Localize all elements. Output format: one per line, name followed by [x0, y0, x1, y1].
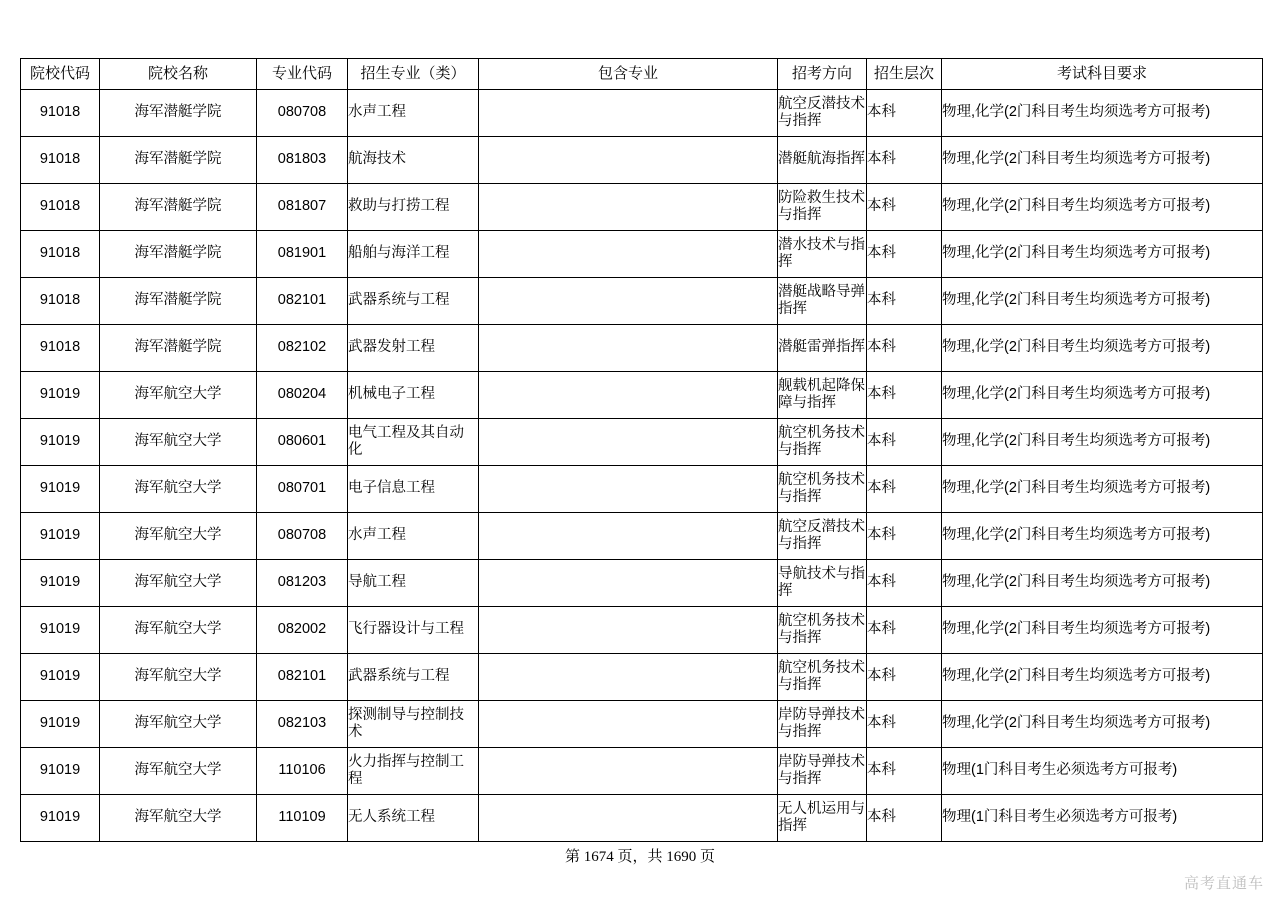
cell-level: 本科 [867, 795, 942, 842]
cell-school-name: 海军潜艇学院 [100, 325, 257, 372]
cell-school-code: 91018 [21, 278, 100, 325]
cell-level: 本科 [867, 560, 942, 607]
cell-school-name: 海军潜艇学院 [100, 137, 257, 184]
cell-major-code: 080701 [257, 466, 348, 513]
table-row [21, 372, 1263, 419]
cell-school-name: 海军航空大学 [100, 795, 257, 842]
cell-major-code: 080601 [257, 419, 348, 466]
cell-school-name: 海军航空大学 [100, 701, 257, 748]
cell-exam-requirements: 物理,化学(2门科目考生均须选考方可报考) [942, 466, 1263, 513]
cell-direction: 舰载机起降保障与指挥 [778, 372, 867, 419]
cell-included-majors [479, 560, 778, 607]
cell-direction: 无人机运用与指挥 [778, 795, 867, 842]
cell-major: 电子信息工程 [348, 466, 479, 513]
cell-school-code: 91019 [21, 372, 100, 419]
cell-school-code: 91019 [21, 795, 100, 842]
cell-level: 本科 [867, 748, 942, 795]
cell-school-name: 海军航空大学 [100, 419, 257, 466]
cell-direction: 潜艇战略导弹指挥 [778, 278, 867, 325]
cell-school-code: 91018 [21, 325, 100, 372]
cell-direction: 航空机务技术与指挥 [778, 654, 867, 701]
cell-included-majors [479, 795, 778, 842]
cell-major: 武器系统与工程 [348, 654, 479, 701]
cell-school-code: 91019 [21, 560, 100, 607]
cell-included-majors [479, 90, 778, 137]
cell-major-code: 081203 [257, 560, 348, 607]
cell-included-majors [479, 325, 778, 372]
cell-exam-requirements: 物理,化学(2门科目考生均须选考方可报考) [942, 419, 1263, 466]
cell-school-code: 91019 [21, 419, 100, 466]
table-row [21, 654, 1263, 701]
cell-school-name: 海军潜艇学院 [100, 184, 257, 231]
cell-included-majors [479, 137, 778, 184]
cell-included-majors [479, 184, 778, 231]
cell-included-majors [479, 231, 778, 278]
table-row [21, 513, 1263, 560]
column-header-school-code: 院校代码 [21, 59, 100, 90]
cell-included-majors [479, 748, 778, 795]
cell-level: 本科 [867, 137, 942, 184]
cell-school-name: 海军航空大学 [100, 748, 257, 795]
cell-exam-requirements: 物理,化学(2门科目考生均须选考方可报考) [942, 372, 1263, 419]
cell-major: 导航工程 [348, 560, 479, 607]
column-header-major-code: 专业代码 [257, 59, 348, 90]
cell-exam-requirements: 物理,化学(2门科目考生均须选考方可报考) [942, 90, 1263, 137]
table-row [21, 231, 1263, 278]
table-row [21, 748, 1263, 795]
table-row [21, 795, 1263, 842]
cell-exam-requirements: 物理,化学(2门科目考生均须选考方可报考) [942, 701, 1263, 748]
cell-level: 本科 [867, 325, 942, 372]
column-header-exam-requirements: 考试科目要求 [942, 59, 1263, 90]
cell-level: 本科 [867, 701, 942, 748]
cell-major: 救助与打捞工程 [348, 184, 479, 231]
cell-school-code: 91018 [21, 184, 100, 231]
table-row [21, 466, 1263, 513]
table-row [21, 278, 1263, 325]
column-header-direction: 招考方向 [778, 59, 867, 90]
cell-included-majors [479, 654, 778, 701]
cell-level: 本科 [867, 231, 942, 278]
cell-major-code: 081901 [257, 231, 348, 278]
cell-school-code: 91019 [21, 654, 100, 701]
cell-level: 本科 [867, 419, 942, 466]
table-row [21, 701, 1263, 748]
table-row [21, 137, 1263, 184]
cell-major-code: 080708 [257, 513, 348, 560]
cell-school-name: 海军航空大学 [100, 654, 257, 701]
cell-major-code: 082103 [257, 701, 348, 748]
cell-major: 水声工程 [348, 90, 479, 137]
table-row [21, 560, 1263, 607]
cell-major: 探测制导与控制技术 [348, 701, 479, 748]
cell-direction: 防险救生技术与指挥 [778, 184, 867, 231]
table-row [21, 419, 1263, 466]
cell-level: 本科 [867, 184, 942, 231]
cell-major: 电气工程及其自动化 [348, 419, 479, 466]
cell-major-code: 110109 [257, 795, 348, 842]
cell-direction: 导航技术与指挥 [778, 560, 867, 607]
cell-school-name: 海军航空大学 [100, 607, 257, 654]
cell-direction: 航空反潜技术与指挥 [778, 90, 867, 137]
cell-major: 航海技术 [348, 137, 479, 184]
cell-major: 武器系统与工程 [348, 278, 479, 325]
table-row [21, 325, 1263, 372]
cell-direction: 航空机务技术与指挥 [778, 466, 867, 513]
cell-school-name: 海军航空大学 [100, 466, 257, 513]
cell-direction: 潜艇航海指挥 [778, 137, 867, 184]
cell-school-name: 海军潜艇学院 [100, 278, 257, 325]
cell-direction: 潜艇雷弹指挥 [778, 325, 867, 372]
table-header-row [21, 59, 1263, 90]
cell-included-majors [479, 701, 778, 748]
watermark-label: 高考直通车 [1183, 875, 1264, 892]
cell-direction: 潜水技术与指挥 [778, 231, 867, 278]
cell-major-code: 082102 [257, 325, 348, 372]
cell-major-code: 081803 [257, 137, 348, 184]
table-row [21, 607, 1263, 654]
column-header-level: 招生层次 [867, 59, 942, 90]
cell-direction: 航空反潜技术与指挥 [778, 513, 867, 560]
cell-school-code: 91019 [21, 466, 100, 513]
cell-exam-requirements: 物理(1门科目考生必须选考方可报考) [942, 748, 1263, 795]
cell-direction: 岸防导弹技术与指挥 [778, 748, 867, 795]
cell-major-code: 082002 [257, 607, 348, 654]
table-row [21, 90, 1263, 137]
cell-exam-requirements: 物理,化学(2门科目考生均须选考方可报考) [942, 137, 1263, 184]
cell-school-name: 海军航空大学 [100, 513, 257, 560]
cell-school-code: 91019 [21, 748, 100, 795]
column-header-school-name: 院校名称 [100, 59, 257, 90]
cell-major: 飞行器设计与工程 [348, 607, 479, 654]
cell-school-name: 海军潜艇学院 [100, 90, 257, 137]
table-body [21, 90, 1263, 842]
cell-level: 本科 [867, 607, 942, 654]
table-row [21, 184, 1263, 231]
cell-major: 火力指挥与控制工程 [348, 748, 479, 795]
table-header [21, 59, 1263, 90]
cell-direction: 航空机务技术与指挥 [778, 419, 867, 466]
cell-included-majors [479, 372, 778, 419]
cell-exam-requirements: 物理(1门科目考生必须选考方可报考) [942, 795, 1263, 842]
cell-level: 本科 [867, 654, 942, 701]
cell-included-majors [479, 419, 778, 466]
cell-school-code: 91018 [21, 231, 100, 278]
cell-school-code: 91019 [21, 701, 100, 748]
cell-exam-requirements: 物理,化学(2门科目考生均须选考方可报考) [942, 513, 1263, 560]
admissions-table [20, 58, 1263, 842]
cell-exam-requirements: 物理,化学(2门科目考生均须选考方可报考) [942, 184, 1263, 231]
column-header-included-majors: 包含专业 [479, 59, 778, 90]
cell-level: 本科 [867, 90, 942, 137]
cell-major-code: 082101 [257, 654, 348, 701]
cell-level: 本科 [867, 278, 942, 325]
cell-major: 船舶与海洋工程 [348, 231, 479, 278]
cell-direction: 岸防导弹技术与指挥 [778, 701, 867, 748]
cell-exam-requirements: 物理,化学(2门科目考生均须选考方可报考) [942, 325, 1263, 372]
cell-school-name: 海军潜艇学院 [100, 231, 257, 278]
cell-major-code: 110106 [257, 748, 348, 795]
column-header-major: 招生专业（类） [348, 59, 479, 90]
cell-exam-requirements: 物理,化学(2门科目考生均须选考方可报考) [942, 278, 1263, 325]
cell-school-name: 海军航空大学 [100, 560, 257, 607]
cell-school-code: 91019 [21, 607, 100, 654]
cell-exam-requirements: 物理,化学(2门科目考生均须选考方可报考) [942, 560, 1263, 607]
cell-major: 无人系统工程 [348, 795, 479, 842]
cell-included-majors [479, 466, 778, 513]
cell-direction: 航空机务技术与指挥 [778, 607, 867, 654]
cell-included-majors [479, 607, 778, 654]
cell-school-name: 海军航空大学 [100, 372, 257, 419]
cell-school-code: 91019 [21, 513, 100, 560]
cell-included-majors [479, 278, 778, 325]
cell-major-code: 081807 [257, 184, 348, 231]
cell-school-code: 91018 [21, 137, 100, 184]
cell-major: 武器发射工程 [348, 325, 479, 372]
cell-major-code: 080708 [257, 90, 348, 137]
cell-major-code: 082101 [257, 278, 348, 325]
cell-level: 本科 [867, 513, 942, 560]
cell-level: 本科 [867, 466, 942, 513]
cell-major: 机械电子工程 [348, 372, 479, 419]
cell-school-code: 91018 [21, 90, 100, 137]
cell-level: 本科 [867, 372, 942, 419]
cell-exam-requirements: 物理,化学(2门科目考生均须选考方可报考) [942, 654, 1263, 701]
cell-major: 水声工程 [348, 513, 479, 560]
page-number-footer: 第 1674 页，共 1690 页 [564, 849, 715, 865]
cell-included-majors [479, 513, 778, 560]
cell-exam-requirements: 物理,化学(2门科目考生均须选考方可报考) [942, 231, 1263, 278]
cell-major-code: 080204 [257, 372, 348, 419]
cell-exam-requirements: 物理,化学(2门科目考生均须选考方可报考) [942, 607, 1263, 654]
